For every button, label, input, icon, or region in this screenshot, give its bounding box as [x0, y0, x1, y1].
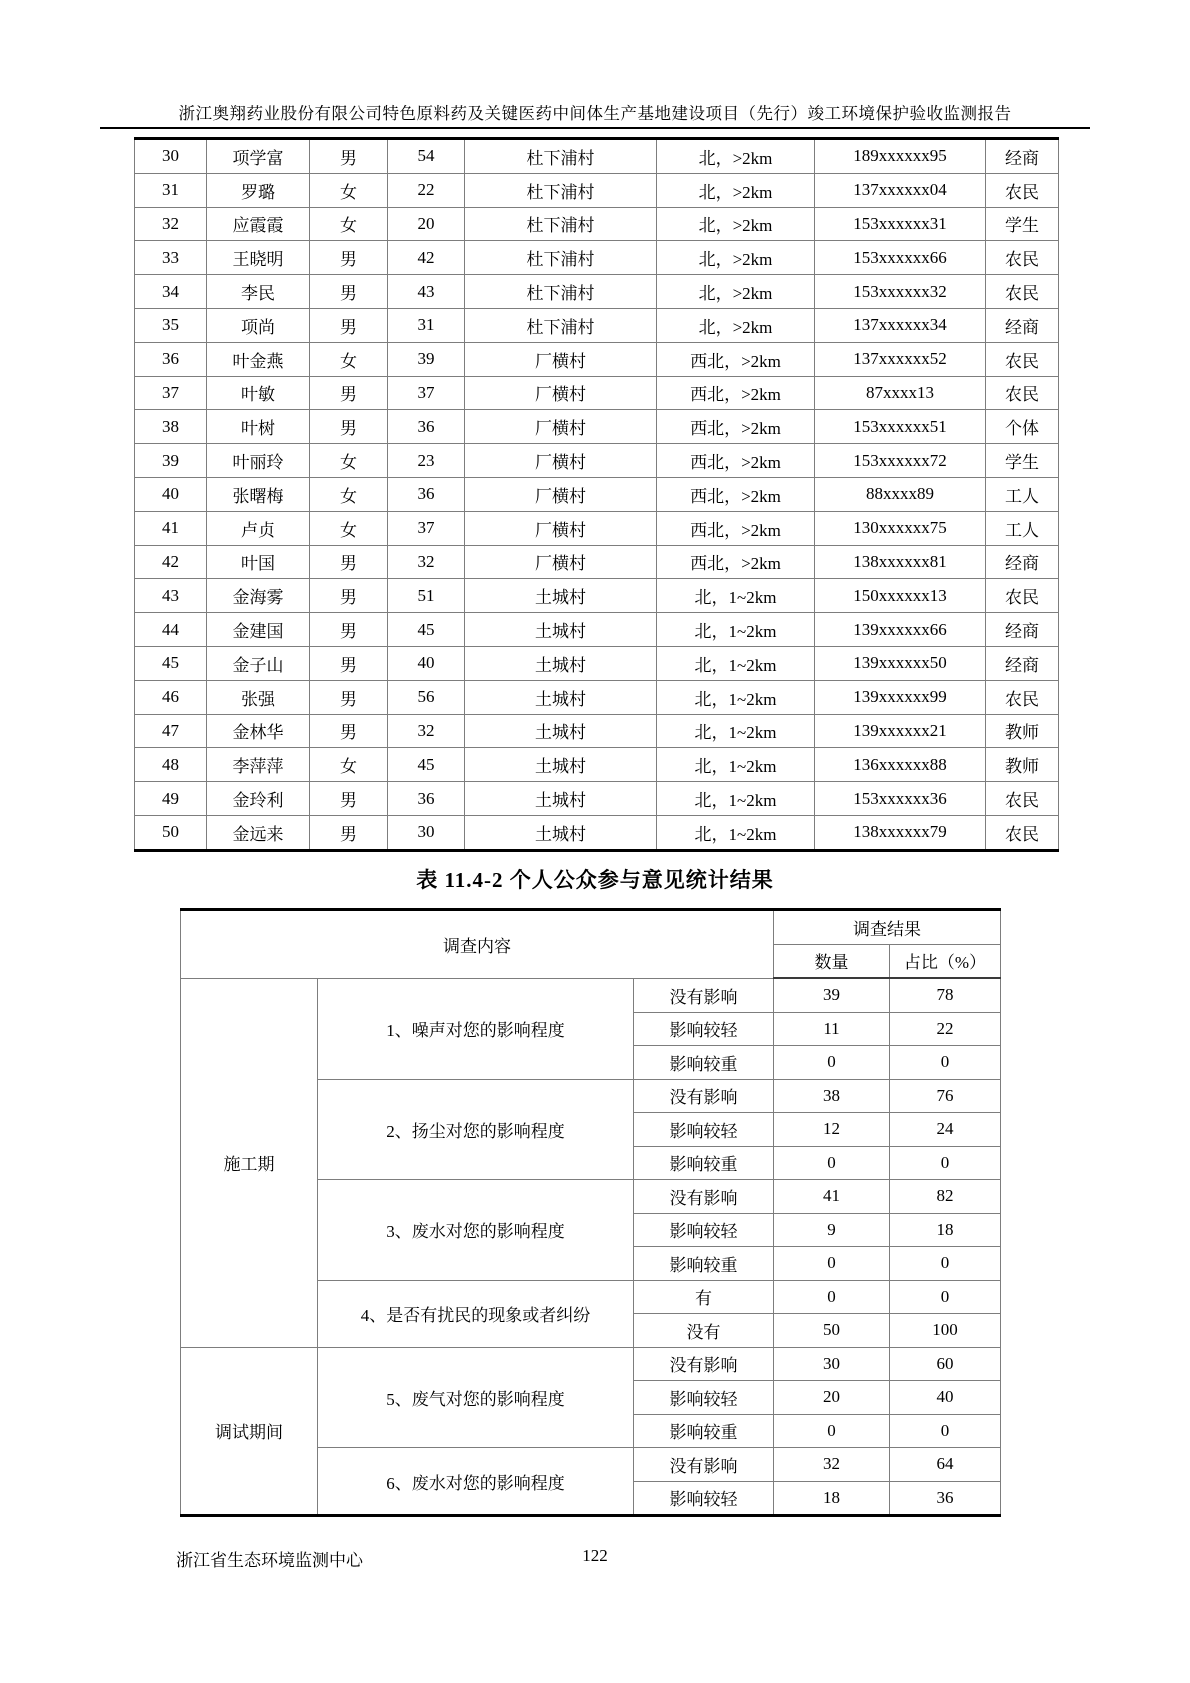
question-cell: 5、废气对您的影响程度: [318, 1347, 634, 1448]
count-cell: 12: [774, 1113, 890, 1147]
table-cell: 男: [310, 815, 388, 850]
table-cell: 杜下浦村: [465, 275, 657, 309]
table-row: [135, 241, 1059, 275]
percent-cell: 60: [890, 1347, 1001, 1381]
table-row: [181, 978, 1001, 1012]
table-cell: 51: [388, 579, 465, 613]
table-cell: 北，>2km: [657, 173, 815, 207]
table-cell: 37: [135, 376, 207, 410]
table-cell: 张曙梅: [207, 477, 310, 511]
table-cell: 金远来: [207, 815, 310, 850]
survey-table-body: [181, 910, 1001, 1516]
table-cell: 46: [135, 680, 207, 714]
percent-cell: 78: [890, 978, 1001, 1012]
percent-cell: 100: [890, 1314, 1001, 1348]
survey-header-content: 调查内容: [181, 910, 774, 979]
table-cell: 30: [388, 815, 465, 850]
table-cell: 女: [310, 477, 388, 511]
table-cell: 153xxxxxx36: [815, 782, 986, 816]
table-row: [135, 173, 1059, 207]
option-cell: 影响较轻: [634, 1213, 774, 1247]
table-cell: 32: [388, 545, 465, 579]
table-cell: 杜下浦村: [465, 308, 657, 342]
table-cell: 43: [388, 275, 465, 309]
table-cell: 厂横村: [465, 410, 657, 444]
table-cell: 北，1~2km: [657, 815, 815, 850]
table-cell: 女: [310, 511, 388, 545]
table-row: [135, 511, 1059, 545]
table-cell: 应霞霞: [207, 207, 310, 241]
table-row: [135, 275, 1059, 309]
table-row: [135, 444, 1059, 478]
table-cell: 54: [388, 139, 465, 174]
header-rule: [100, 127, 1090, 129]
table-cell: 153xxxxxx31: [815, 207, 986, 241]
percent-cell: 82: [890, 1180, 1001, 1214]
table-cell: 金海雾: [207, 579, 310, 613]
table-cell: 153xxxxxx32: [815, 275, 986, 309]
table-cell: 金建国: [207, 613, 310, 647]
option-cell: 没有: [634, 1314, 774, 1348]
table-cell: 经商: [986, 308, 1059, 342]
table-cell: 北，1~2km: [657, 646, 815, 680]
table-cell: 女: [310, 444, 388, 478]
percent-cell: 64: [890, 1448, 1001, 1482]
table-cell: 31: [388, 308, 465, 342]
table-cell: 金林华: [207, 714, 310, 748]
table-cell: 47: [135, 714, 207, 748]
table-cell: 农民: [986, 376, 1059, 410]
table-cell: 男: [310, 275, 388, 309]
table-cell: 45: [388, 748, 465, 782]
table-cell: 女: [310, 173, 388, 207]
table-row: [135, 714, 1059, 748]
question-cell: 1、噪声对您的影响程度: [318, 978, 634, 1079]
table-cell: 137xxxxxx52: [815, 342, 986, 376]
table-cell: 37: [388, 511, 465, 545]
table-cell: 金玲利: [207, 782, 310, 816]
table-cell: 44: [135, 613, 207, 647]
count-cell: 9: [774, 1213, 890, 1247]
survey-header-percent: 占比（%）: [890, 944, 1001, 978]
table-cell: 北，1~2km: [657, 782, 815, 816]
count-cell: 30: [774, 1347, 890, 1381]
option-cell: 没有影响: [634, 1079, 774, 1113]
question-cell: 3、废水对您的影响程度: [318, 1180, 634, 1281]
count-cell: 0: [774, 1046, 890, 1080]
count-cell: 0: [774, 1146, 890, 1180]
table-cell: 农民: [986, 815, 1059, 850]
table-cell: 厂横村: [465, 477, 657, 511]
table-cell: 50: [135, 815, 207, 850]
table-cell: 厂横村: [465, 444, 657, 478]
table-cell: 杜下浦村: [465, 139, 657, 174]
option-cell: 没有影响: [634, 1448, 774, 1482]
table-cell: 西北，>2km: [657, 511, 815, 545]
table-cell: 男: [310, 782, 388, 816]
option-cell: 没有影响: [634, 1180, 774, 1214]
table-cell: 经商: [986, 139, 1059, 174]
percent-cell: 0: [890, 1146, 1001, 1180]
table-cell: 女: [310, 207, 388, 241]
table-cell: 39: [388, 342, 465, 376]
table-cell: 卢贞: [207, 511, 310, 545]
table-cell: 土城村: [465, 680, 657, 714]
table-cell: 教师: [986, 714, 1059, 748]
table-cell: 农民: [986, 173, 1059, 207]
respondent-table-body: [135, 139, 1059, 851]
table-cell: 经商: [986, 613, 1059, 647]
option-cell: 有: [634, 1280, 774, 1314]
count-cell: 18: [774, 1481, 890, 1516]
count-cell: 0: [774, 1280, 890, 1314]
table-cell: 土城村: [465, 714, 657, 748]
table-cell: 42: [388, 241, 465, 275]
table-cell: 男: [310, 579, 388, 613]
table-cell: 33: [135, 241, 207, 275]
table-cell: 男: [310, 241, 388, 275]
table-cell: 北，1~2km: [657, 748, 815, 782]
table-cell: 北，>2km: [657, 139, 815, 174]
table-row: [135, 139, 1059, 174]
count-cell: 32: [774, 1448, 890, 1482]
respondent-table: [134, 137, 1059, 852]
option-cell: 没有影响: [634, 1347, 774, 1381]
table-row: [135, 613, 1059, 647]
table-cell: 西北，>2km: [657, 342, 815, 376]
table-cell: 139xxxxxx66: [815, 613, 986, 647]
table-cell: 西北，>2km: [657, 444, 815, 478]
option-cell: 影响较轻: [634, 1012, 774, 1046]
table-cell: 工人: [986, 511, 1059, 545]
table-cell: 22: [388, 173, 465, 207]
table-cell: 32: [135, 207, 207, 241]
table-cell: 23: [388, 444, 465, 478]
table-cell: 男: [310, 376, 388, 410]
table-cell: 137xxxxxx34: [815, 308, 986, 342]
table-cell: 叶树: [207, 410, 310, 444]
table-cell: 北，>2km: [657, 308, 815, 342]
percent-cell: 76: [890, 1079, 1001, 1113]
table-cell: 139xxxxxx99: [815, 680, 986, 714]
table-cell: 农民: [986, 275, 1059, 309]
table-row: [135, 680, 1059, 714]
option-cell: 影响较重: [634, 1046, 774, 1080]
table-row: [135, 477, 1059, 511]
percent-cell: 0: [890, 1414, 1001, 1448]
table-cell: 厂横村: [465, 342, 657, 376]
table-cell: 49: [135, 782, 207, 816]
table-row: [135, 579, 1059, 613]
table-cell: 137xxxxxx04: [815, 173, 986, 207]
percent-cell: 0: [890, 1280, 1001, 1314]
period-cell: 施工期: [181, 978, 318, 1347]
table-cell: 41: [135, 511, 207, 545]
table-cell: 男: [310, 646, 388, 680]
percent-cell: 36: [890, 1481, 1001, 1516]
table-cell: 土城村: [465, 782, 657, 816]
table-cell: 150xxxxxx13: [815, 579, 986, 613]
table-cell: 36: [135, 342, 207, 376]
table-cell: 农民: [986, 579, 1059, 613]
table-cell: 叶丽玲: [207, 444, 310, 478]
table-cell: 女: [310, 748, 388, 782]
percent-cell: 40: [890, 1381, 1001, 1415]
table-cell: 农民: [986, 342, 1059, 376]
table-cell: 45: [388, 613, 465, 647]
percent-cell: 18: [890, 1213, 1001, 1247]
table-cell: 88xxxx89: [815, 477, 986, 511]
table-cell: 30: [135, 139, 207, 174]
table-cell: 叶国: [207, 545, 310, 579]
survey-header-count: 数量: [774, 944, 890, 978]
question-cell: 6、废水对您的影响程度: [318, 1448, 634, 1516]
table-cell: 43: [135, 579, 207, 613]
table-cell: 西北，>2km: [657, 545, 815, 579]
table-cell: 项学富: [207, 139, 310, 174]
table-cell: 北，>2km: [657, 275, 815, 309]
percent-cell: 22: [890, 1012, 1001, 1046]
table-cell: 北，1~2km: [657, 680, 815, 714]
count-cell: 39: [774, 978, 890, 1012]
table-cell: 153xxxxxx51: [815, 410, 986, 444]
count-cell: 0: [774, 1247, 890, 1281]
percent-cell: 0: [890, 1247, 1001, 1281]
table-cell: 男: [310, 308, 388, 342]
table-cell: 厂横村: [465, 511, 657, 545]
table-cell: 31: [135, 173, 207, 207]
table-cell: 40: [135, 477, 207, 511]
table-cell: 34: [135, 275, 207, 309]
table-row: [135, 308, 1059, 342]
table-cell: 男: [310, 613, 388, 647]
table-cell: 土城村: [465, 815, 657, 850]
count-cell: 38: [774, 1079, 890, 1113]
table-cell: 项尚: [207, 308, 310, 342]
table-cell: 男: [310, 680, 388, 714]
table-cell: 36: [388, 410, 465, 444]
table-row: [135, 782, 1059, 816]
table-cell: 130xxxxxx75: [815, 511, 986, 545]
table-row: [181, 1347, 1001, 1381]
page-footer: [0, 1546, 1190, 1570]
table-cell: 36: [388, 477, 465, 511]
table-cell: 139xxxxxx21: [815, 714, 986, 748]
table-cell: 杜下浦村: [465, 207, 657, 241]
count-cell: 0: [774, 1414, 890, 1448]
table-cell: 139xxxxxx50: [815, 646, 986, 680]
table-cell: 学生: [986, 444, 1059, 478]
table-cell: 男: [310, 545, 388, 579]
table-cell: 经商: [986, 545, 1059, 579]
question-cell: 4、是否有扰民的现象或者纠纷: [318, 1280, 634, 1347]
table-cell: 男: [310, 714, 388, 748]
option-cell: 影响较重: [634, 1414, 774, 1448]
table-cell: 36: [388, 782, 465, 816]
table-cell: 男: [310, 139, 388, 174]
table-cell: 教师: [986, 748, 1059, 782]
table-row: [135, 646, 1059, 680]
table-cell: 叶金燕: [207, 342, 310, 376]
table-cell: 个体: [986, 410, 1059, 444]
option-cell: 影响较轻: [634, 1113, 774, 1147]
table-cell: 北，>2km: [657, 207, 815, 241]
option-cell: 影响较轻: [634, 1481, 774, 1516]
table-cell: 北，>2km: [657, 241, 815, 275]
table-cell: 土城村: [465, 646, 657, 680]
table-cell: 张强: [207, 680, 310, 714]
table-cell: 金子山: [207, 646, 310, 680]
option-cell: 没有影响: [634, 978, 774, 1012]
table-cell: 杜下浦村: [465, 173, 657, 207]
survey-header-result: 调查结果: [774, 910, 1001, 945]
table-cell: 女: [310, 342, 388, 376]
table-cell: 农民: [986, 241, 1059, 275]
table-cell: 经商: [986, 646, 1059, 680]
table-cell: 厂横村: [465, 376, 657, 410]
table-row: [135, 376, 1059, 410]
table-cell: 北，1~2km: [657, 579, 815, 613]
table-cell: 土城村: [465, 579, 657, 613]
table-cell: 136xxxxxx88: [815, 748, 986, 782]
table-cell: 西北，>2km: [657, 477, 815, 511]
count-cell: 11: [774, 1012, 890, 1046]
table-cell: 土城村: [465, 613, 657, 647]
table-cell: 西北，>2km: [657, 410, 815, 444]
table-cell: 189xxxxxx95: [815, 139, 986, 174]
table-cell: 39: [135, 444, 207, 478]
survey-table-title: 表 11.4-2 个人公众参与意见统计结果: [416, 868, 774, 892]
table-cell: 杜下浦村: [465, 241, 657, 275]
percent-cell: 24: [890, 1113, 1001, 1147]
table-cell: 厂横村: [465, 545, 657, 579]
table-cell: 153xxxxxx72: [815, 444, 986, 478]
option-cell: 影响较重: [634, 1146, 774, 1180]
count-cell: 20: [774, 1381, 890, 1415]
table-cell: 38: [135, 410, 207, 444]
table-cell: 土城村: [465, 748, 657, 782]
question-cell: 2、扬尘对您的影响程度: [318, 1079, 634, 1180]
table-row: [181, 910, 1001, 945]
table-cell: 56: [388, 680, 465, 714]
table-cell: 北，1~2km: [657, 714, 815, 748]
table-row: [135, 815, 1059, 850]
count-cell: 50: [774, 1314, 890, 1348]
table-cell: 工人: [986, 477, 1059, 511]
table-cell: 138xxxxxx79: [815, 815, 986, 850]
table-row: [135, 342, 1059, 376]
table-cell: 农民: [986, 680, 1059, 714]
table-cell: 北，1~2km: [657, 613, 815, 647]
table-cell: 32: [388, 714, 465, 748]
survey-table: [180, 908, 1001, 1517]
period-cell: 调试期间: [181, 1347, 318, 1516]
table-cell: 叶敏: [207, 376, 310, 410]
option-cell: 影响较轻: [634, 1381, 774, 1415]
table-cell: 37: [388, 376, 465, 410]
table-cell: 40: [388, 646, 465, 680]
table-cell: 138xxxxxx81: [815, 545, 986, 579]
table-cell: 学生: [986, 207, 1059, 241]
option-cell: 影响较重: [634, 1247, 774, 1281]
table-cell: 48: [135, 748, 207, 782]
table-cell: 男: [310, 410, 388, 444]
table-cell: 王晓明: [207, 241, 310, 275]
document-header-title: 浙江奥翔药业股份有限公司特色原料药及关键医药中间体生产基地建设项目（先行）竣工环境保护验收监测报告: [178, 104, 1012, 123]
count-cell: 41: [774, 1180, 890, 1214]
table-cell: 153xxxxxx66: [815, 241, 986, 275]
table-cell: 87xxxx13: [815, 376, 986, 410]
footer-org: 浙江省生态环境监测中心: [176, 1551, 363, 1570]
table-cell: 李民: [207, 275, 310, 309]
table-row: [135, 410, 1059, 444]
table-row: [135, 748, 1059, 782]
table-cell: 农民: [986, 782, 1059, 816]
percent-cell: 0: [890, 1046, 1001, 1080]
table-cell: 西北，>2km: [657, 376, 815, 410]
table-cell: 李萍萍: [207, 748, 310, 782]
table-row: [135, 545, 1059, 579]
table-cell: 35: [135, 308, 207, 342]
table-cell: 20: [388, 207, 465, 241]
table-cell: 罗璐: [207, 173, 310, 207]
table-row: [135, 207, 1059, 241]
table-cell: 42: [135, 545, 207, 579]
table-cell: 45: [135, 646, 207, 680]
footer-page-number: 122: [582, 1546, 608, 1565]
